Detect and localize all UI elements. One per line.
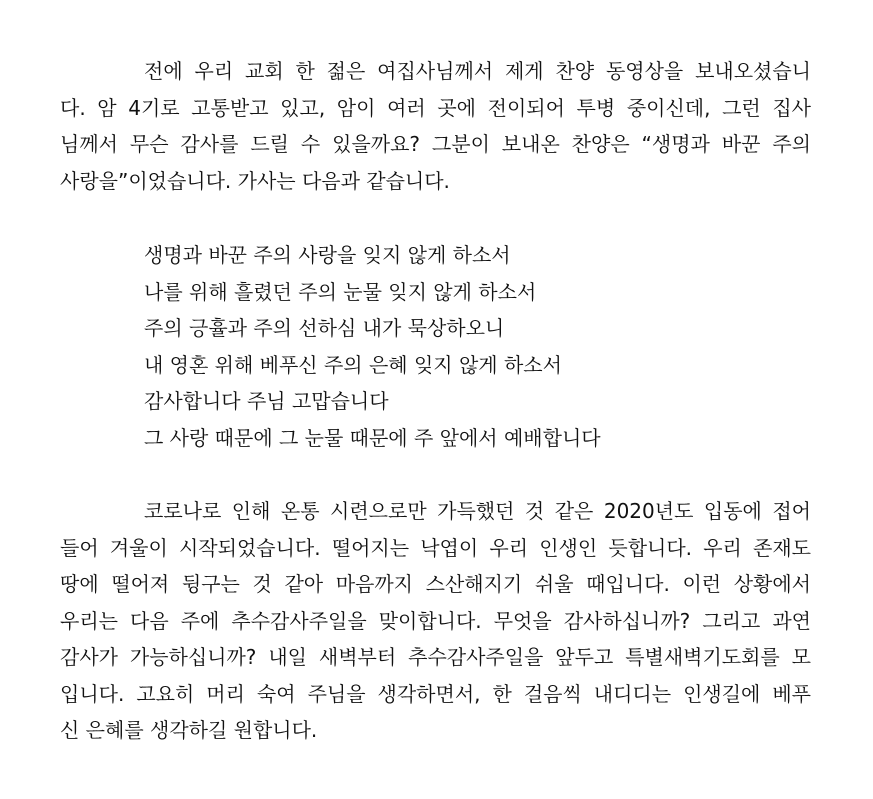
lyrics-line: 내 영혼 위해 베푸신 주의 은혜 잊지 않게 하소서 — [144, 352, 562, 377]
text-line: 사랑을”이었습니다. 가사는 다음과 같습니다. — [60, 168, 450, 193]
text-line — [60, 493, 811, 530]
text-line-content: 전에 우리 교회 한 젊은 여집사님께서 제게 찬양 동영상을 보내오셨습니 — [144, 59, 811, 83]
lyrics-line: 주의 긍휼과 주의 선하심 내가 묵상하오니 — [144, 316, 505, 340]
lyrics-line: 생명과 바꾼 주의 사랑을 잊지 않게 하소서 — [144, 243, 511, 267]
hymn-lyrics — [144, 237, 811, 456]
text-line: 감사가 가능하십니까? 내일 새벽부터 추수감사주일을 앞두고 특별새벽기도회를 모 — [60, 645, 811, 669]
text-line: 님께서 무슨 감사를 드릴 수 있을까요? 그분이 보내온 찬양은 “생명과 바꾼 주의 — [60, 132, 811, 156]
text-line: 다. 암 4기로 고통받고 있고, 암이 여러 곳에 전이되어 투병 중이신데, 그런 집사 — [60, 95, 811, 120]
text-line: 땅에 떨어져 뒹구는 것 같아 마음까지 스산해지기 쉬울 때입니다. 이런 상황에서 — [60, 572, 811, 596]
paragraph-intro — [60, 53, 811, 199]
text-line: 들어 겨울이 시작되었습니다. 떨어지는 낙엽이 우리 인생인 듯합니다. 우리 존재도 — [60, 535, 811, 560]
paragraph-thanksgiving — [60, 493, 811, 749]
text-line-content: 코로나로 인해 온통 시련으로만 가득했던 것 같은 2020년도 입동에 접어 — [144, 499, 811, 523]
text-line: 우리는 다음 주에 추수감사주일을 맞이합니다. 무엇을 감사하십니까? 그리고 과연 — [60, 608, 811, 633]
lyrics-line: 감사합니다 주님 고맙습니다 — [144, 389, 389, 413]
text-line: 입니다. 고요히 머리 숙여 주님을 생각하면서, 한 걸음씩 내디디는 인생길에 베푸 — [60, 681, 811, 706]
text-line: 신 은혜를 생각하길 원합니다. — [60, 718, 318, 742]
lyrics-line: 그 사랑 때문에 그 눈물 때문에 주 앞에서 예배합니다 — [144, 425, 601, 450]
text-line — [60, 53, 811, 90]
lyrics-line: 나를 위해 흘렸던 주의 눈물 잊지 않게 하소서 — [144, 279, 537, 304]
